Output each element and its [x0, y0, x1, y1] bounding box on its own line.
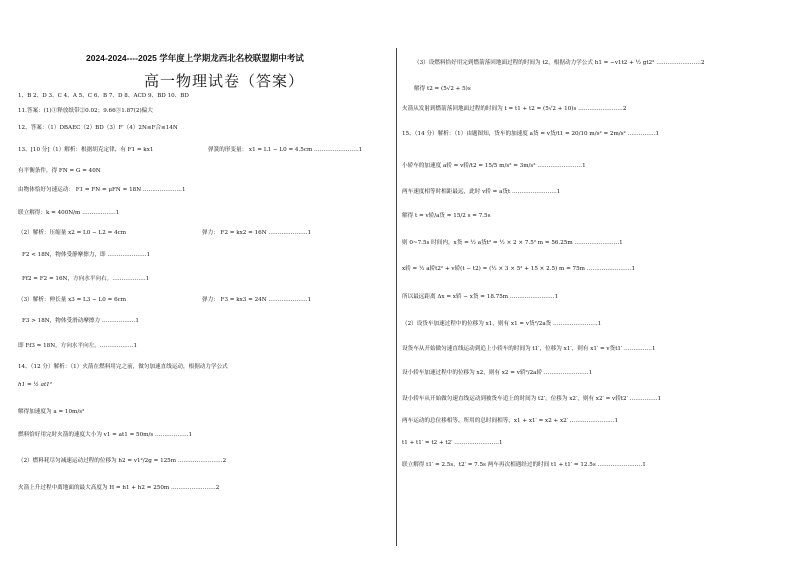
q15-max-distance: 所以最远距离 Δx = x轿 − x货 = 18.75m ……………………1 [402, 294, 559, 300]
column-divider [396, 48, 397, 546]
q13-part3-result: 即 Ff3 = 18N，方向水平向左。………………1 [18, 343, 138, 349]
q15-part2-equal: 两车运动的总位移相等，所用的总时间相等，x1 + x1′ = x2 + x2′ ……………………1 [402, 418, 619, 424]
q14-intro: 14、（12 分）解析：（1）火箭在燃料用完之前，做匀加速直线运动，根据动力学公式 [18, 364, 228, 370]
q13-part3-force: 弹力： F3 = kx3 = 24N …………………1 [202, 297, 312, 303]
q13-intro: 13、[10 分]（1）解析：根据胡克定律，有 F1 = kx1 [18, 147, 154, 153]
exam-title: 2024-2024----2025 学年度上学期龙西北名校联盟期中考试 [86, 53, 304, 63]
q13-part3-kinetic: F3 > 18N，物体受滑动摩擦力 ………………1 [22, 318, 139, 324]
q11-answer: 11.答案：(1)①释放纸带②0.02；9.66③1.87(2)偏大 [18, 108, 153, 114]
q15-equal-speed: 两车速度相等时相距最远，此时 v轿 = a货t ……………………1 [402, 189, 561, 195]
q13-part2-static: F2 < 18N，物体受静摩擦力，即 …………………1 [22, 252, 151, 258]
q15-intro: 15、（14 分）解析：（1）由题图知，货车的加速度 a货 = v货/t1 = 20/10 m/s² = 2m/s² ……………1 [402, 131, 660, 137]
q13-part2-compression: （2）解析：压缩量 x2 = L0 − L2 = 4cm [18, 230, 127, 236]
q13-part2-force: 弹力： F2 = kx2 = 16N …………………1 [202, 230, 312, 236]
q13-balance: 有平衡条件，得 FN = G = 40N [18, 168, 101, 174]
q14-acceleration: 解得加速度为 a = 10m/s² [18, 409, 85, 415]
q13-solve: 联立解得：k = 400N/m ………………1 [18, 210, 120, 216]
q13-friction: 由物体恰好匀速运动： F1 = FN = μFN = 18N …………………1 [18, 187, 186, 193]
q15-part2-car-time: 设小轿车从开始做匀速直线运动到被货车追上的时间为 t2′，位移为 x2′，则有 x2′ = v轿t2′ ……………1 [402, 396, 662, 402]
paper-title: 高一物理试卷（答案） [144, 72, 305, 90]
q14-total-time: 火箭从发射到燃箭落回地面过程的时间为 t = t1 + t2 = (5√2 + 10)s ……………………2 [402, 106, 627, 112]
q15-solve-time: 解得 t = v轿/a货 = 15/2 s = 7.5s [402, 213, 491, 219]
multiple-choice-answers: 1、B 2、D 3、C 4、A 5、C 6、B 7、D 8、ACD 9、BD 10、BD [18, 93, 189, 99]
q15-car-displacement: x轿 = ½ a轿t2² + v轿(t − t2) = (½ × 3 × 5² + 15 × 2.5) m = 75m ……………………1 [402, 266, 636, 272]
q15-part2-truck: （2）设货车加速过程中的位移为 x1，则有 x1 = v货²/2a货 ……………………1 [402, 321, 602, 327]
q14-max-height: 火箭上升过程中离地面的最大高度为 H = h1 + h2 = 250m ……………………2 [18, 485, 220, 491]
right-column [402, 0, 782, 562]
q14-speed: 燃料恰好用完时火箭的速度大小为 v1 = at1 = 50m/s ………………1 [18, 432, 193, 438]
q14-equation-1: h1 = ½ at1² [18, 382, 52, 388]
q15-part2-truck-time: 设货车从开始做匀速直线运动到追上小轿车的时间为 t1′，位移为 x1′，则有 x1′ = v货t1′ ……………1 [402, 346, 656, 352]
q13-part3-stretch: （3）解析：伸长量 x3 = L3 − L0 = 6cm [18, 297, 127, 303]
q14-part2: （2）燃料耗尽匀减速运动过程的位移为 h2 = v1²/2g = 125m ……………………2 [18, 458, 227, 464]
q15-car-acceleration: 小轿车的加速度 a轿 = v轿/t2 = 15/5 m/s² = 3m/s² ……………………1 [402, 163, 586, 169]
left-column [18, 0, 390, 562]
q13-part2-result: Ff2 = F2 = 16N，方向水平向右。………………1 [22, 276, 150, 282]
q15-part2-result: 联立解得 t1′ = 2.5s，t2′ = 7.5s 两车再次相遇经过的时间 t1 + t1′ = 12.5s ……………………1 [402, 462, 646, 468]
q15-part2-time-equation: t1 + t1′ = t2 + t2′ ……………………1 [402, 440, 503, 446]
q14-solve: 解得 t2 = (5√2 + 5)s [414, 86, 471, 92]
q14-part3: （3）设燃料恰好用完到燃箭落回地面过程的时间为 t2，根据动力学公式 h1 = −v1t2 + ½ gt2² ……………………2 [414, 60, 705, 66]
q12-answer: 12、答案：（1）DBAEC（2）BD（3）F′（4）2N≤F合≤14N [18, 125, 178, 131]
q13-deformation: 弹簧的形变量： x1 = L1 − L0 = 4.5cm ……………………1 [208, 147, 363, 153]
q15-part2-car: 设小轿车加速过程中的位移为 x2，则有 x2 = v轿²/2a轿 ……………………1 [402, 370, 593, 376]
q15-truck-displacement: 则 0~7.5s 时间内，x货 = ½ a货t² = ½ × 2 × 7.5² m = 56.25m ……………………1 [402, 240, 623, 246]
